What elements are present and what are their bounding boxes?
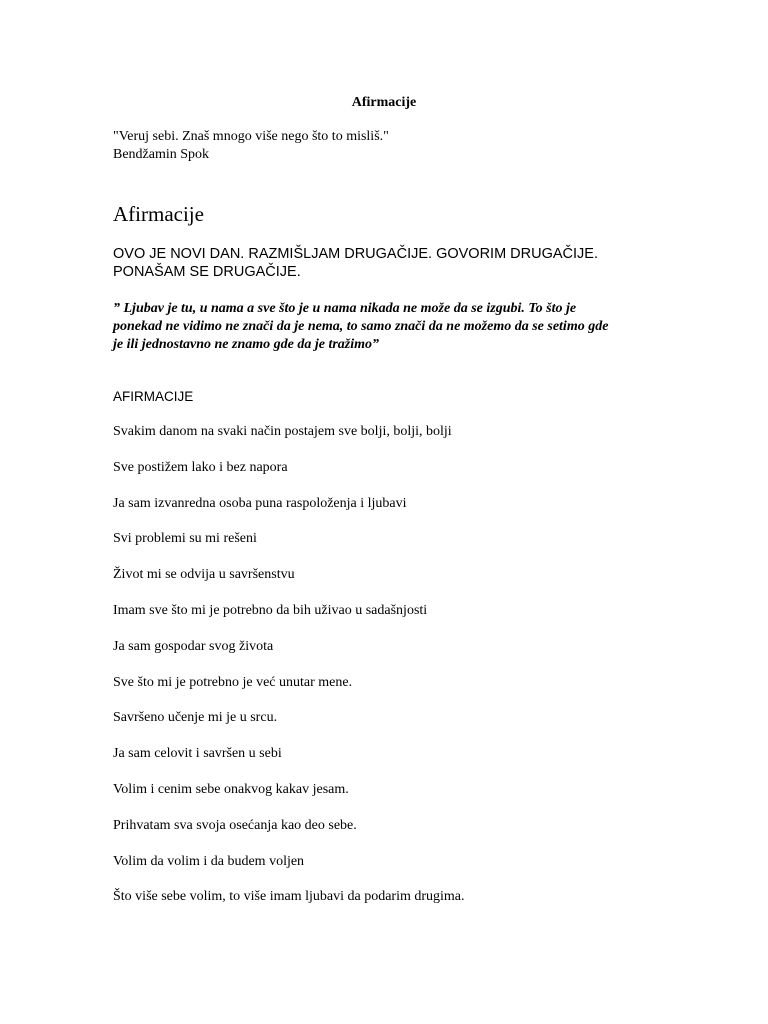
love-quote-line: ” Ljubav je tu, u nama a sve što je u nama nikada ne može da se izgubi. To što je xyxy=(113,301,577,316)
affirmation-item: Ja sam gospodar svog života xyxy=(113,638,274,654)
opening-quote xyxy=(113,128,389,164)
affirmation-item: Ja sam izvanredna osoba puna raspoloženja i ljubavi xyxy=(113,495,407,511)
document-title: Afirmacije xyxy=(351,95,417,110)
affirmation-item: Savršeno učenje mi je u srcu. xyxy=(113,710,278,726)
affirmation-item: Svakim danom na svaki način postajem sve bolji, bolji, bolji xyxy=(113,424,452,439)
affirmation-item: Prihvatam sva svoja osećanja kao deo sebe. xyxy=(113,817,357,833)
affirmation-item: Volim i cenim sebe onakvog kakav jesam. xyxy=(113,781,349,797)
affirmations-list xyxy=(113,423,465,924)
affirmation-item: Imam sve što mi je potrebno da bih uživao u sadašnjosti xyxy=(113,602,428,618)
love-quote-line: je ili jednostavno ne znamo gde da je tražimo” xyxy=(113,337,380,352)
affirmation-item: Volim da volim i da budem voljen xyxy=(113,853,305,869)
affirmation-item: Život mi se odvija u savršenstvu xyxy=(113,567,295,583)
quote-author: Bendžamin Spok xyxy=(113,147,210,162)
section-heading: Afirmacije xyxy=(113,202,204,226)
love-quote xyxy=(113,300,673,354)
affirmation-item: Sve što mi je potrebno je već unutar mene. xyxy=(113,674,353,690)
affirmation-item: Sve postižem lako i bez napora xyxy=(113,459,288,475)
intro-line: PONAŠAM SE DRUGAČIJE. xyxy=(113,263,301,280)
affirmation-item: Što više sebe volim, to više imam ljubavi da podarim drugima. xyxy=(113,889,465,905)
intro-line: OVO JE NOVI DAN. RAZMIŠLJAM DRUGAČIJE. GOVORIM DRUGAČIJE. xyxy=(113,246,598,262)
love-quote-line: ponekad ne vidimo ne znači da je nema, to samo znači da ne možemo da se setimo gde xyxy=(113,319,609,334)
quote-text: "Veruj sebi. Znaš mnogo više nego što to misliš." xyxy=(113,129,389,144)
affirmations-label: AFIRMACIJE xyxy=(113,389,194,404)
intro-paragraph xyxy=(113,246,673,281)
affirmation-item: Ja sam celovit i savršen u sebi xyxy=(113,746,282,762)
affirmation-item: Svi problemi su mi rešeni xyxy=(113,531,257,547)
